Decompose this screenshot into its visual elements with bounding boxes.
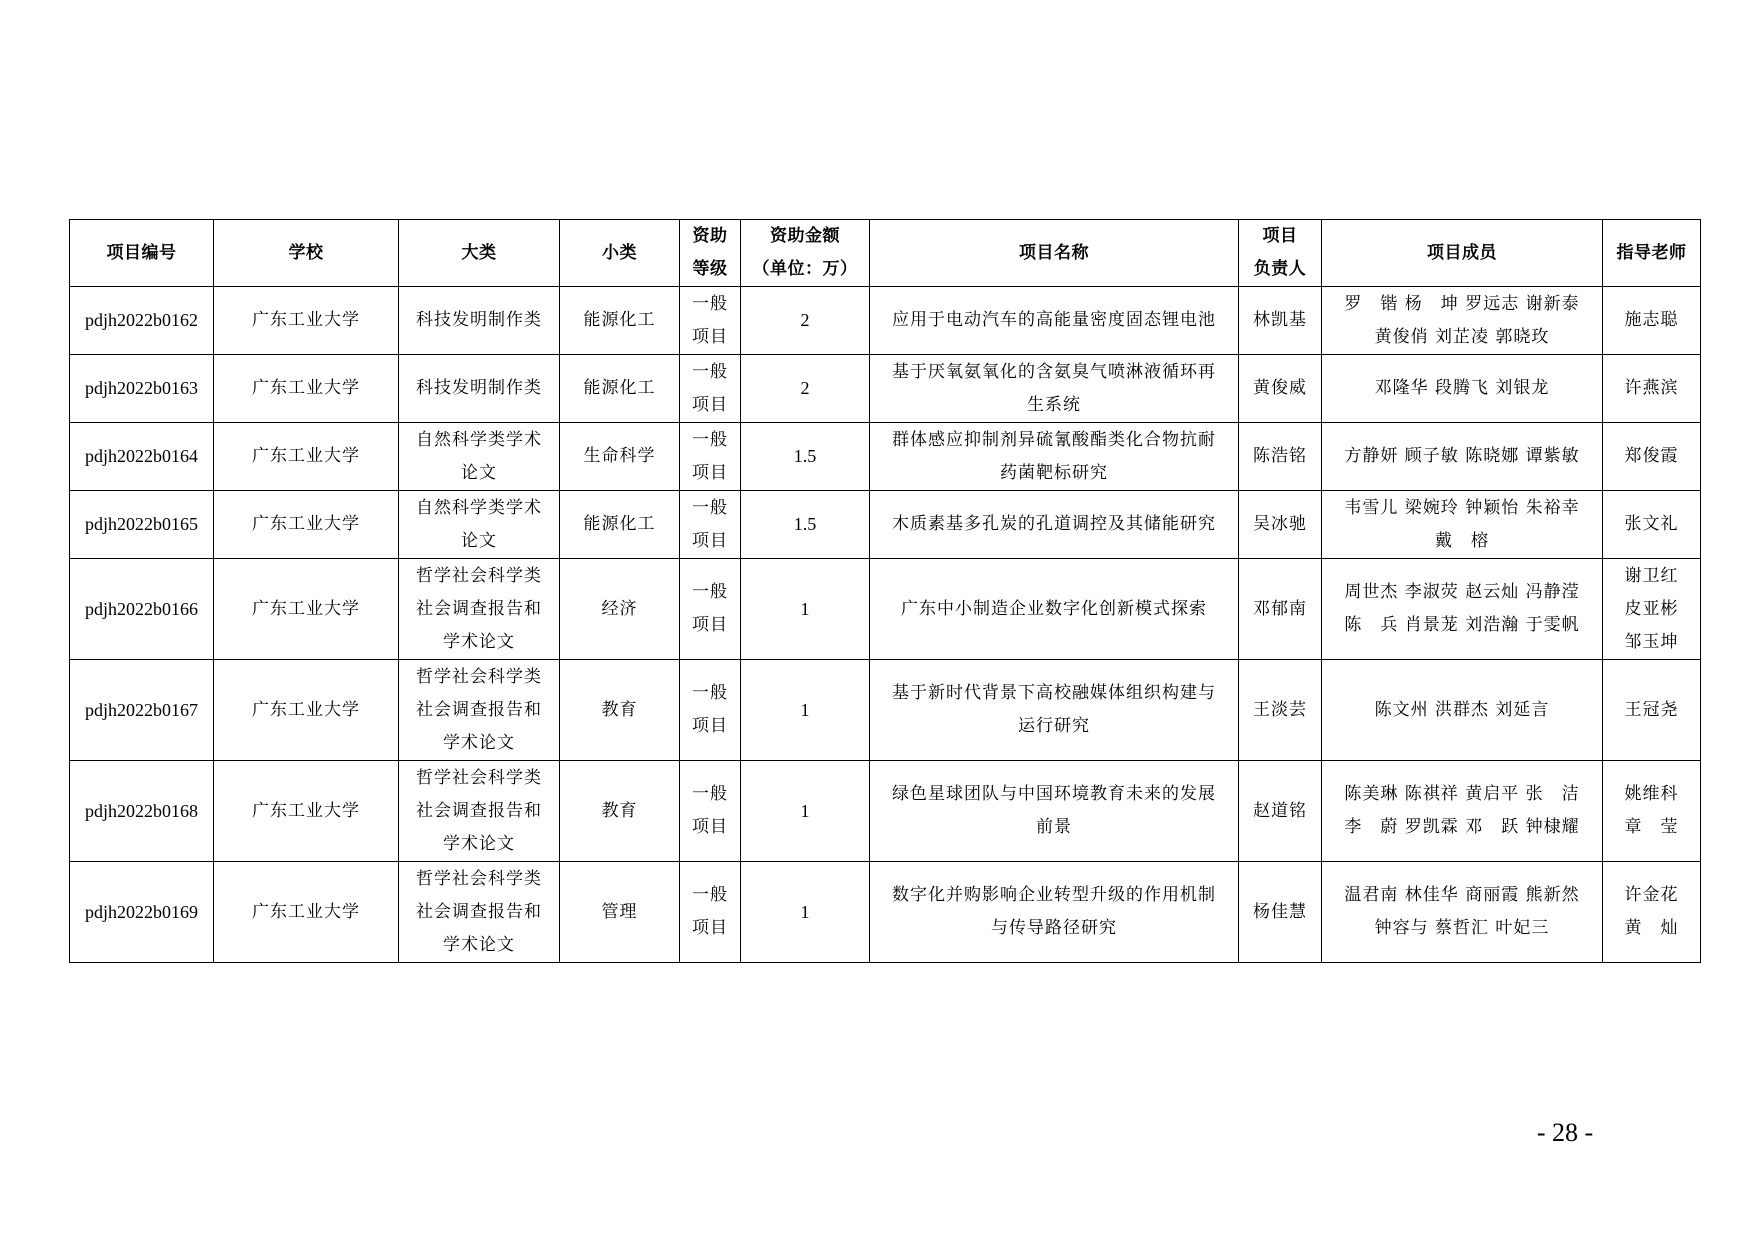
col-header-category: 大类 bbox=[399, 220, 560, 287]
col-header-funding-amount: 资助金额 （单位：万） bbox=[741, 220, 870, 287]
cell-subcategory: 能源化工 bbox=[560, 287, 680, 355]
cell-advisor: 许燕滨 bbox=[1603, 355, 1701, 423]
cell-school: 广东工业大学 bbox=[214, 862, 399, 963]
cell-school: 广东工业大学 bbox=[214, 491, 399, 559]
cell-advisor: 姚维科 章 莹 bbox=[1603, 761, 1701, 862]
cell-school: 广东工业大学 bbox=[214, 660, 399, 761]
cell-leader: 杨佳慧 bbox=[1239, 862, 1322, 963]
cell-advisor: 王冠尧 bbox=[1603, 660, 1701, 761]
cell-funding-amount: 2 bbox=[741, 355, 870, 423]
project-table bbox=[69, 219, 1701, 963]
cell-members: 方静妍 顾子敏 陈晓娜 谭紫敏 bbox=[1322, 423, 1603, 491]
col-header-members: 项目成员 bbox=[1322, 220, 1603, 287]
cell-project-id: pdjh2022b0162 bbox=[70, 287, 214, 355]
table-row bbox=[70, 423, 1701, 491]
cell-funding-level: 一般 项目 bbox=[680, 862, 741, 963]
cell-category: 哲学社会科学类 社会调查报告和 学术论文 bbox=[399, 761, 560, 862]
cell-funding-amount: 1 bbox=[741, 862, 870, 963]
col-header-project-id: 项目编号 bbox=[70, 220, 214, 287]
cell-project-id: pdjh2022b0166 bbox=[70, 559, 214, 660]
cell-leader: 邓郁南 bbox=[1239, 559, 1322, 660]
cell-project-id: pdjh2022b0165 bbox=[70, 491, 214, 559]
table-row bbox=[70, 491, 1701, 559]
cell-advisor: 许金花 黄 灿 bbox=[1603, 862, 1701, 963]
cell-project-name: 群体感应抑制剂异硫氰酸酯类化合物抗耐 药菌靶标研究 bbox=[870, 423, 1239, 491]
cell-funding-level: 一般 项目 bbox=[680, 491, 741, 559]
cell-category: 哲学社会科学类 社会调查报告和 学术论文 bbox=[399, 660, 560, 761]
table-row bbox=[70, 287, 1701, 355]
cell-funding-amount: 1.5 bbox=[741, 491, 870, 559]
cell-subcategory: 经济 bbox=[560, 559, 680, 660]
cell-project-id: pdjh2022b0167 bbox=[70, 660, 214, 761]
col-header-funding-level: 资助 等级 bbox=[680, 220, 741, 287]
table-row bbox=[70, 862, 1701, 963]
header-row bbox=[70, 220, 1701, 287]
page-number: - 28 - bbox=[1536, 1118, 1594, 1147]
cell-advisor: 张文礼 bbox=[1603, 491, 1701, 559]
cell-school: 广东工业大学 bbox=[214, 423, 399, 491]
cell-project-id: pdjh2022b0169 bbox=[70, 862, 214, 963]
cell-project-id: pdjh2022b0163 bbox=[70, 355, 214, 423]
cell-funding-amount: 1 bbox=[741, 660, 870, 761]
cell-subcategory: 生命科学 bbox=[560, 423, 680, 491]
col-header-project-name: 项目名称 bbox=[870, 220, 1239, 287]
cell-funding-amount: 1.5 bbox=[741, 423, 870, 491]
cell-subcategory: 教育 bbox=[560, 660, 680, 761]
cell-project-name: 绿色星球团队与中国环境教育未来的发展 前景 bbox=[870, 761, 1239, 862]
table-row bbox=[70, 355, 1701, 423]
cell-members: 罗 锴 杨 坤 罗远志 谢新泰 黄俊俏 刘芷凌 郭晓玫 bbox=[1322, 287, 1603, 355]
table-row bbox=[70, 761, 1701, 862]
cell-members: 韦雪儿 梁婉玲 钟颖怡 朱裕幸 戴 榕 bbox=[1322, 491, 1603, 559]
cell-leader: 吴冰驰 bbox=[1239, 491, 1322, 559]
cell-advisor: 郑俊霞 bbox=[1603, 423, 1701, 491]
cell-category: 自然科学类学术 论文 bbox=[399, 491, 560, 559]
cell-subcategory: 能源化工 bbox=[560, 355, 680, 423]
cell-school: 广东工业大学 bbox=[214, 355, 399, 423]
cell-school: 广东工业大学 bbox=[214, 287, 399, 355]
cell-funding-level: 一般 项目 bbox=[680, 287, 741, 355]
cell-school: 广东工业大学 bbox=[214, 761, 399, 862]
cell-leader: 林凯基 bbox=[1239, 287, 1322, 355]
cell-members: 陈文州 洪群杰 刘延言 bbox=[1322, 660, 1603, 761]
cell-project-name: 基于新时代背景下高校融媒体组织构建与 运行研究 bbox=[870, 660, 1239, 761]
cell-category: 哲学社会科学类 社会调查报告和 学术论文 bbox=[399, 559, 560, 660]
cell-leader: 陈浩铭 bbox=[1239, 423, 1322, 491]
cell-funding-amount: 1 bbox=[741, 761, 870, 862]
cell-leader: 王淡芸 bbox=[1239, 660, 1322, 761]
cell-category: 自然科学类学术 论文 bbox=[399, 423, 560, 491]
cell-project-name: 木质素基多孔炭的孔道调控及其储能研究 bbox=[870, 491, 1239, 559]
col-header-subcategory: 小类 bbox=[560, 220, 680, 287]
cell-category: 科技发明制作类 bbox=[399, 287, 560, 355]
cell-funding-level: 一般 项目 bbox=[680, 423, 741, 491]
table-row bbox=[70, 559, 1701, 660]
cell-funding-amount: 2 bbox=[741, 287, 870, 355]
cell-project-name: 广东中小制造企业数字化创新模式探索 bbox=[870, 559, 1239, 660]
table-row bbox=[70, 660, 1701, 761]
cell-members: 温君南 林佳华 商丽霞 熊新然 钟容与 蔡哲汇 叶妃三 bbox=[1322, 862, 1603, 963]
cell-funding-amount: 1 bbox=[741, 559, 870, 660]
cell-subcategory: 教育 bbox=[560, 761, 680, 862]
cell-category: 哲学社会科学类 社会调查报告和 学术论文 bbox=[399, 862, 560, 963]
cell-project-name: 应用于电动汽车的高能量密度固态锂电池 bbox=[870, 287, 1239, 355]
cell-advisor: 谢卫红 皮亚彬 邹玉坤 bbox=[1603, 559, 1701, 660]
cell-members: 周世杰 李淑荧 赵云灿 冯静滢 陈 兵 肖景茏 刘浩瀚 于雯帆 bbox=[1322, 559, 1603, 660]
cell-funding-level: 一般 项目 bbox=[680, 761, 741, 862]
cell-funding-level: 一般 项目 bbox=[680, 559, 741, 660]
cell-category: 科技发明制作类 bbox=[399, 355, 560, 423]
cell-funding-level: 一般 项目 bbox=[680, 355, 741, 423]
col-header-leader: 项目 负责人 bbox=[1239, 220, 1322, 287]
cell-project-name: 数字化并购影响企业转型升级的作用机制 与传导路径研究 bbox=[870, 862, 1239, 963]
table-body bbox=[70, 287, 1701, 963]
col-header-advisor: 指导老师 bbox=[1603, 220, 1701, 287]
cell-school: 广东工业大学 bbox=[214, 559, 399, 660]
cell-members: 邓隆华 段腾飞 刘银龙 bbox=[1322, 355, 1603, 423]
cell-subcategory: 能源化工 bbox=[560, 491, 680, 559]
cell-members: 陈美琳 陈祺祥 黄启平 张 洁 李 蔚 罗凯霖 邓 跃 钟棣耀 bbox=[1322, 761, 1603, 862]
cell-leader: 赵道铭 bbox=[1239, 761, 1322, 862]
cell-project-name: 基于厌氧氨氧化的含氨臭气喷淋液循环再 生系统 bbox=[870, 355, 1239, 423]
col-header-school: 学校 bbox=[214, 220, 399, 287]
cell-subcategory: 管理 bbox=[560, 862, 680, 963]
cell-leader: 黄俊威 bbox=[1239, 355, 1322, 423]
cell-project-id: pdjh2022b0168 bbox=[70, 761, 214, 862]
cell-funding-level: 一般 项目 bbox=[680, 660, 741, 761]
cell-project-id: pdjh2022b0164 bbox=[70, 423, 214, 491]
cell-advisor: 施志聪 bbox=[1603, 287, 1701, 355]
